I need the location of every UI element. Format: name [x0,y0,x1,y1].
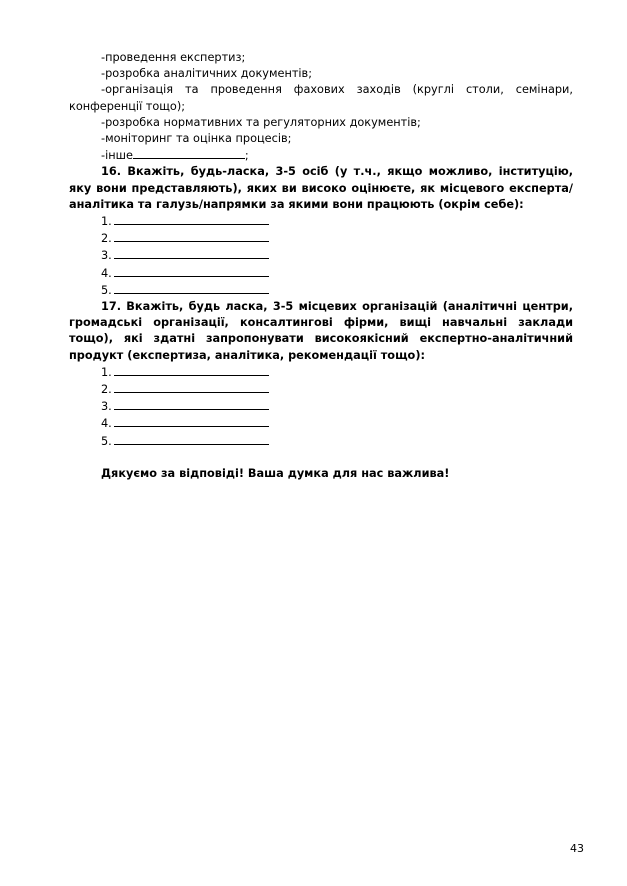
page-number: 43 [570,842,584,855]
answer-blank[interactable] [114,433,269,445]
list-number: 1. [101,365,112,379]
list-number: 2. [101,383,112,397]
page-content [69,50,573,482]
answer-line-16-1 [69,213,573,230]
list-number: 5. [101,283,112,297]
bullet-item: -розробка аналітичних документів; [101,67,313,81]
bullet-item-continuation: конференції тощо); [69,99,186,113]
answer-line-17-5 [69,433,573,450]
question-17: 17. Вкажіть, будь ласка, 3-5 місцевих організацій (аналітичні центри, громадські організації, консалтингові фірми, вищі навчальні заклади тощо), які здатні запропонувати високоякісний експертно-аналітичний продукт (експертиза, аналітика, рекомендації тощо): [69,300,573,362]
answer-blank[interactable] [114,230,269,242]
answer-blank[interactable] [114,282,269,294]
answer-line-16-5 [69,282,573,299]
bullet-item: -проведення експертиз; [101,51,246,64]
answer-blank[interactable] [114,265,269,277]
spacer [69,450,573,466]
answer-blank[interactable] [114,213,269,225]
list-number: 4. [101,417,112,431]
answer-line-17-4 [69,415,573,432]
answer-line-17-3 [69,398,573,415]
bullet-item-other [69,147,573,164]
thanks-message: Дякуємо за відповіді! Ваша думка для нас важлива! [101,466,450,480]
bullet-other-end: ; [244,149,249,163]
answer-blank[interactable] [114,398,269,410]
bullet-item: -організація та проведення фахових заходів (круглі столи, семінари, [101,83,573,97]
answer-line-16-3 [69,247,573,264]
list-number: 1. [101,215,112,229]
list-number: 4. [101,266,112,280]
answer-line-16-4 [69,265,573,282]
list-number: 2. [101,232,112,246]
answer-line-17-1 [69,364,573,381]
answer-blank[interactable] [114,415,269,427]
answer-line-16-2 [69,230,573,247]
answer-blank[interactable] [114,381,269,393]
other-answer-line[interactable] [133,147,245,159]
bullet-item: -моніторинг та оцінка процесів; [101,132,292,146]
answer-blank[interactable] [114,364,269,376]
answer-line-17-2 [69,381,573,398]
bullet-other-label: -інше [101,149,133,163]
bullet-item: -розробка нормативних та регуляторних документів; [101,115,421,129]
list-number: 5. [101,434,112,448]
list-number: 3. [101,400,112,414]
answer-blank[interactable] [114,247,269,259]
list-number: 3. [101,249,112,263]
question-16: 16. Вкажіть, будь-ласка, 3-5 осіб (у т.ч., якщо можливо, інституцію, яку вони представляють), яких ви високо оцінюєте, як місцевого експерта/ аналітика та галузь/напрямки за якими вони працюють (окрім себе): [69,165,573,211]
